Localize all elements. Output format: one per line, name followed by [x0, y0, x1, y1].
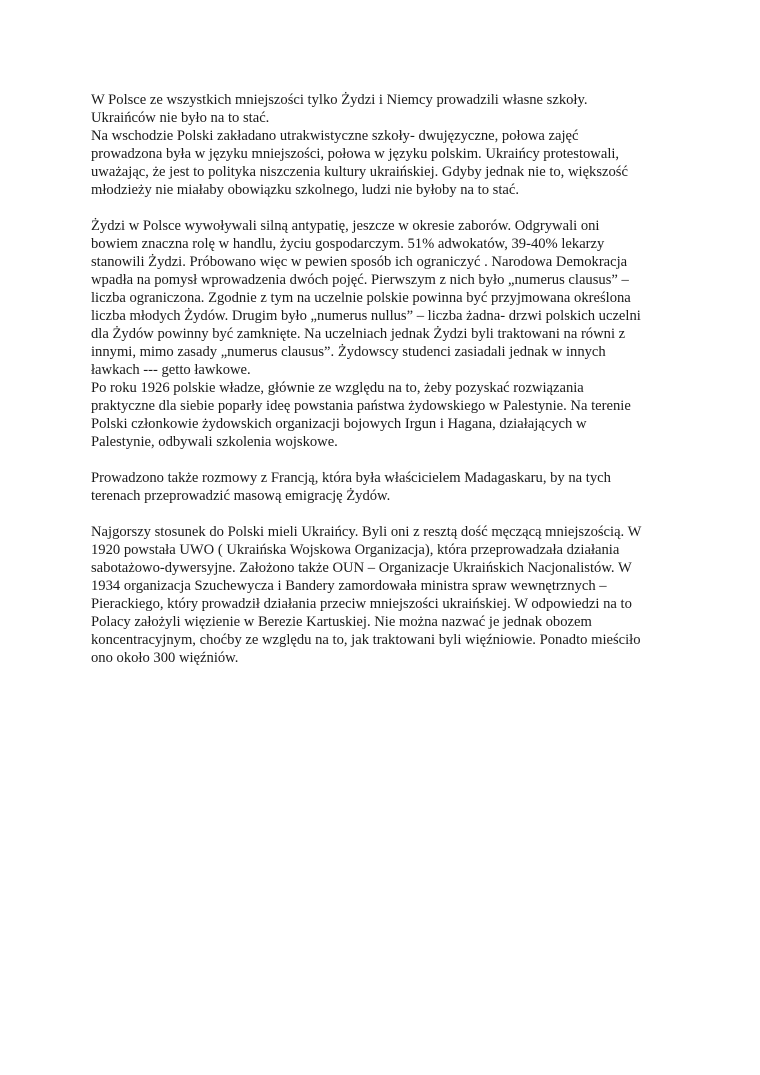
text-line: wpadła na pomysł wprowadzenia dwóch pojęć. Pierwszym z nich było „numerus clausus” – — [91, 272, 629, 288]
text-line: stanowili Żydzi. Próbowano więc w pewien sposób ich ograniczyć . Narodowa Demokracja — [91, 254, 628, 270]
text-line: młodzieży nie miałaby obowiązku szkolnego, ludzi nie byłoby na to stać. — [91, 182, 519, 198]
text-line: dla Żydów powinny być zamknięte. Na uczelniach jednak Żydzi byli traktowani na równi z — [91, 326, 626, 342]
text-line: Ukraińców nie było na to stać. — [91, 110, 270, 126]
text-line: W Polsce ze wszystkich mniejszości tylko Żydzi i Niemcy prowadzili własne szkoły. — [91, 92, 588, 108]
text-line: Po roku 1926 polskie władze, głównie ze względu na to, żeby pozyskać rozwiązania — [91, 380, 584, 396]
text-line: Żydzi w Polsce wywoływali silną antypatię, jeszcze w okresie zaborów. Odgrywali oni — [91, 218, 600, 234]
paragraph-4 — [91, 379, 681, 451]
text-line: uważając, że jest to polityka niszczenia kultury ukraińskiej. Gdyby jednak nie to, większość — [91, 164, 628, 180]
paragraph-spacer — [91, 199, 681, 217]
text-line: ono około 300 więźniów. — [91, 650, 239, 666]
text-line: innymi, mimo zasady „numerus clausus”. Żydowscy studenci zasiadali jednak w innych — [91, 344, 606, 360]
text-line: Na wschodzie Polski zakładano utrakwistyczne szkoły- dwujęzyczne, połowa zajęć — [91, 128, 579, 144]
text-line: Polski członkowie żydowskich organizacji bojowych Irgun i Hagana, działających w — [91, 416, 587, 432]
text-line: 1920 powstała UWO ( Ukraińska Wojskowa Organizacja), która przeprowadzała działania — [91, 542, 620, 558]
text-line: sabotażowo-dywersyjne. Założono także OUN – Organizacje Ukraińskich Nacjonalistów. W — [91, 560, 632, 576]
text-line: liczba młodych Żydów. Drugim było „numerus nullus” – liczba żadna- drzwi polskich uczelni — [91, 308, 641, 324]
text-line: Polacy założyli więzienie w Berezie Kartuskiej. Nie można nazwać je jednak obozem — [91, 614, 592, 630]
text-line: Prowadzono także rozmowy z Francją, która była właścicielem Madagaskaru, by na tych — [91, 470, 611, 486]
text-line: 1934 organizacja Szuchewycza i Bandery zamordowała ministra spraw wewnętrznych – — [91, 578, 607, 594]
text-line: liczba ograniczona. Zgodnie z tym na uczelnie polskie powinna być przyjmowana określona — [91, 290, 631, 306]
text-line: koncentracyjnym, choćby ze względu na to, jak traktowani byli więźniowie. Ponadto mieściło — [91, 632, 641, 648]
text-line: prowadzona była w języku mniejszości, połowa w języku polskim. Ukraińcy protestowali, — [91, 146, 620, 162]
text-line: ławkach --- getto ławkowe. — [91, 362, 251, 378]
paragraph-2 — [91, 127, 681, 199]
paragraph-1 — [91, 91, 681, 127]
document-body — [91, 91, 681, 667]
text-line: bowiem znaczna rolę w handlu, życiu gospodarczym. 51% adwokatów, 39-40% lekarzy — [91, 236, 605, 252]
text-line: Palestynie, odbywali szkolenia wojskowe. — [91, 434, 338, 450]
text-line: Pierackiego, który prowadził działania przeciw mniejszości ukraińskiej. W odpowiedzi na to — [91, 596, 632, 612]
paragraph-5 — [91, 469, 681, 505]
paragraph-3 — [91, 217, 681, 379]
paragraph-spacer — [91, 451, 681, 469]
paragraph-6 — [91, 523, 681, 667]
paragraph-spacer — [91, 505, 681, 523]
text-line: praktyczne dla siebie poparły ideę powstania państwa żydowskiego w Palestynie. Na terenie — [91, 398, 631, 414]
text-line: terenach przeprowadzić masową emigrację Żydów. — [91, 488, 391, 504]
text-line: Najgorszy stosunek do Polski mieli Ukraińcy. Byli oni z resztą dość męczącą mniejszością. W — [91, 524, 642, 540]
